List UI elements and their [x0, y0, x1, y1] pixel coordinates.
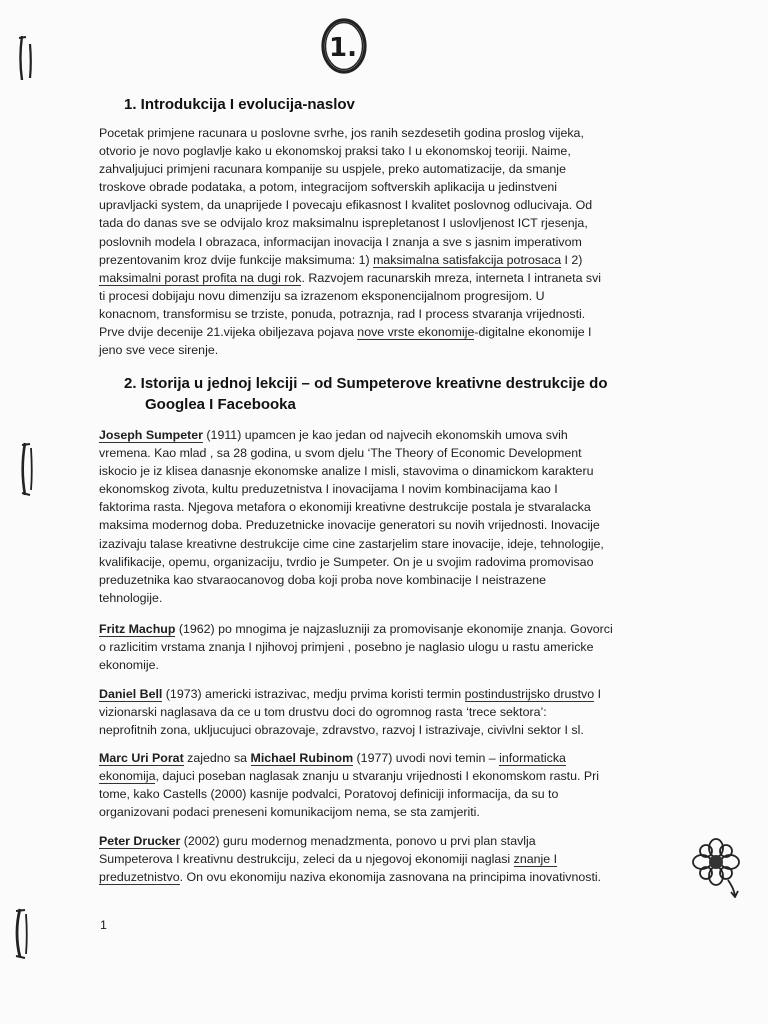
underlined-phrase: informaticka	[499, 751, 566, 765]
text-line: izazivaju talase kreativne destrukcije cime cine zastarjelim stare inovacije, ideje, tehnologije,	[99, 536, 604, 551]
section-2-heading	[124, 373, 684, 415]
text-line: organizovani podaci preneseni komunikacijom nema, se sta zamjeriti.	[99, 805, 480, 820]
text-line	[99, 832, 659, 850]
text-fragment: Sumpeterova I kreativnu destrukciju, zeleci da u njegovoj ekonomiji naglasi	[99, 852, 514, 867]
underlined-phrase: ekonomija	[99, 769, 156, 784]
text-line: troskove obrade podataka, a potom, integracijom softverskih aplikacija u jedinstveni	[99, 180, 558, 195]
section-1-heading: 1. Introdukcija I evolucija-naslov	[124, 96, 355, 113]
machup-paragraph	[99, 620, 659, 674]
text-line: ekonomskog zivota, kultu preduzetnistva I inovacijama I novim kombinacijama kao I	[99, 482, 558, 497]
author-name: Fritz Machup	[99, 622, 176, 636]
text-line	[99, 426, 659, 444]
text-line: ti procesi dobijaju novu dimenziju sa izrazenom eksponencijalnom progresijom. U	[99, 288, 545, 303]
drucker-paragraph	[99, 832, 659, 886]
text-line: tome, kako Castells (2000) kasnije podvalci, Poratovoj definiciji informacija, da su to	[99, 787, 559, 802]
text-line: konacnom, transformisu se trziste, ponuda, potraznja, rad I process stvaranja vrijednosti.	[99, 306, 586, 321]
text-fragment: (1911) upamcen je kao jedan od najvecih ekonomskih umova svih	[202, 428, 568, 442]
text-fragment: I	[594, 687, 602, 701]
text-line	[99, 749, 659, 767]
hand-drawn-bracket	[14, 34, 38, 82]
flower-doodle	[688, 836, 744, 898]
text-line: otvorio je novo poglavlje kako u ekonomskoj praksi tako I u ekonomskoj teoriji. Naime,	[99, 144, 571, 159]
page-number: 1	[100, 918, 107, 932]
text-fragment: -digitalne ekonomije I	[474, 325, 592, 340]
author-name: Marc Uri Porat	[99, 751, 184, 765]
text-fragment: . On ovu ekonomiju naziva ekonomija zasnovana na principima inovativnosti.	[179, 870, 602, 885]
text-line	[99, 251, 659, 269]
underlined-phrase: nove vrste ekonomije	[357, 325, 475, 340]
text-fragment: (2002) guru modernog menadzmenta, ponovo u prvi plan stavlja	[180, 834, 536, 848]
text-fragment: zajedno sa	[183, 751, 251, 765]
author-name: Peter Drucker	[99, 834, 181, 848]
text-line: tada do danas sve se odvijalo kroz maksimalnu isprepletanost I uslovljenost ICT rjesenja,	[99, 216, 588, 231]
underlined-phrase: maksimalni porast profita na dugi rok	[99, 270, 302, 285]
section-1-paragraph	[99, 124, 659, 359]
underlined-phrase: preduzetnistvo	[99, 870, 180, 885]
underlined-phrase: postindustrijsko drustvo	[464, 687, 595, 701]
text-line: maksima modernog doba. Preduzetnicke inovacije generatori su novih vrijednosti. Inovacije	[99, 518, 600, 533]
text-fragment: Prve dvije decenije 21.vijeka obiljezava pojava	[99, 325, 358, 340]
text-line: vremena. Kao mlad , sa 28 godina, u svom djelu ‘The Theory of Economic Development	[99, 446, 582, 461]
text-line	[99, 323, 659, 341]
author-name: Joseph Sumpeter	[99, 428, 203, 442]
text-line	[99, 868, 659, 886]
text-line	[99, 850, 659, 868]
text-line: kvalifikacije, opemu, organizaciju, tvrdio je Sumpeter. On je u svojim radovima promovisao	[99, 554, 594, 569]
sumpeter-paragraph	[99, 426, 659, 607]
text-fragment: prezentovanim kroz dvije funkcije maksimuma: 1)	[99, 252, 374, 267]
circled-number-badge	[318, 10, 370, 76]
porat-paragraph	[99, 749, 659, 821]
heading-line: 2. Istorija u jednoj lekciji – od Sumpeterove kreativne destrukcije do	[124, 375, 608, 392]
author-name: Michael Rubinom	[250, 751, 354, 765]
text-fragment: (1962) po mnogima je najzasluzniji za promovisanje ekonomije znanja. Govorci	[175, 622, 613, 636]
text-line	[99, 620, 659, 638]
text-line: neprofitnih zona, ukljucujuci obrazovaje, zdravstvo, razvoj I istrazivaje, civivlni sektor I sl.	[99, 723, 584, 738]
badge-number: 1.	[329, 33, 357, 63]
text-fragment: (1973) americki istrazivac, medju prvima koristi termin	[162, 687, 465, 701]
text-line: Pocetak primjene racunara u poslovne svrhe, jos ranih sezdesetih godina proslog vijeka,	[99, 126, 584, 140]
text-line: ekonomije.	[99, 658, 159, 673]
text-line: tehnologije.	[99, 590, 163, 605]
text-fragment: (1977) uvodi novi temin –	[353, 751, 500, 765]
text-fragment: , dajuci poseban naglasak znanju u stvaranju vrijednosti I ekonomskom rastu. Pri	[155, 769, 600, 784]
text-line: vizionarski naglasava da ce u tom drustvu doci do ogromnog rasta ‘trece sektora’:	[99, 705, 547, 720]
text-line: zahvaljujuci primjeni racunara kompanije su uspjele, preko automatizacije, da smanje	[99, 162, 566, 177]
text-line: faktorima rasta. Njegova metafora o ekonomiji kreativne destrukcije postala je stvaralacka	[99, 500, 591, 515]
text-line	[99, 767, 659, 785]
bell-paragraph	[99, 685, 659, 739]
text-fragment: . Razvojem racunarskih mreza, interneta I intraneta svi	[301, 270, 602, 285]
hand-drawn-bracket	[16, 440, 38, 498]
text-line: poslovnih modela I obrazaca, informacijan inovacija I znanja a sve s jasnim imperativom	[99, 234, 582, 249]
text-line: preduzetnika kao stvaraocanovog doba koji proba nove kombinacije I neistrazene	[99, 572, 547, 587]
underlined-phrase: maksimalna satisfakcija potrosaca	[373, 252, 562, 267]
text-line	[99, 685, 659, 703]
text-line: iskocio je iz klisea danasnje ekonomske analize I misli, stavovima o dinamickom karakteru	[99, 464, 594, 479]
text-line: upravljacki system, da unaprijede I povecaju efikasnost I kvalitet poslovnog odlucivaja. Od	[99, 198, 593, 213]
underlined-phrase: znanje I	[513, 852, 558, 867]
text-line	[99, 269, 659, 287]
hand-drawn-bracket	[8, 906, 34, 960]
author-name: Daniel Bell	[99, 687, 163, 701]
heading-line: Googlea I Facebooka	[145, 396, 296, 413]
text-fragment: I 2)	[561, 252, 583, 267]
text-line: o razlicitim vrstama znanja I njihovoj primjeni , posebno je naglasio ulogu u rastu americke	[99, 640, 594, 655]
text-line: jeno sve vece sirenje.	[99, 343, 219, 358]
